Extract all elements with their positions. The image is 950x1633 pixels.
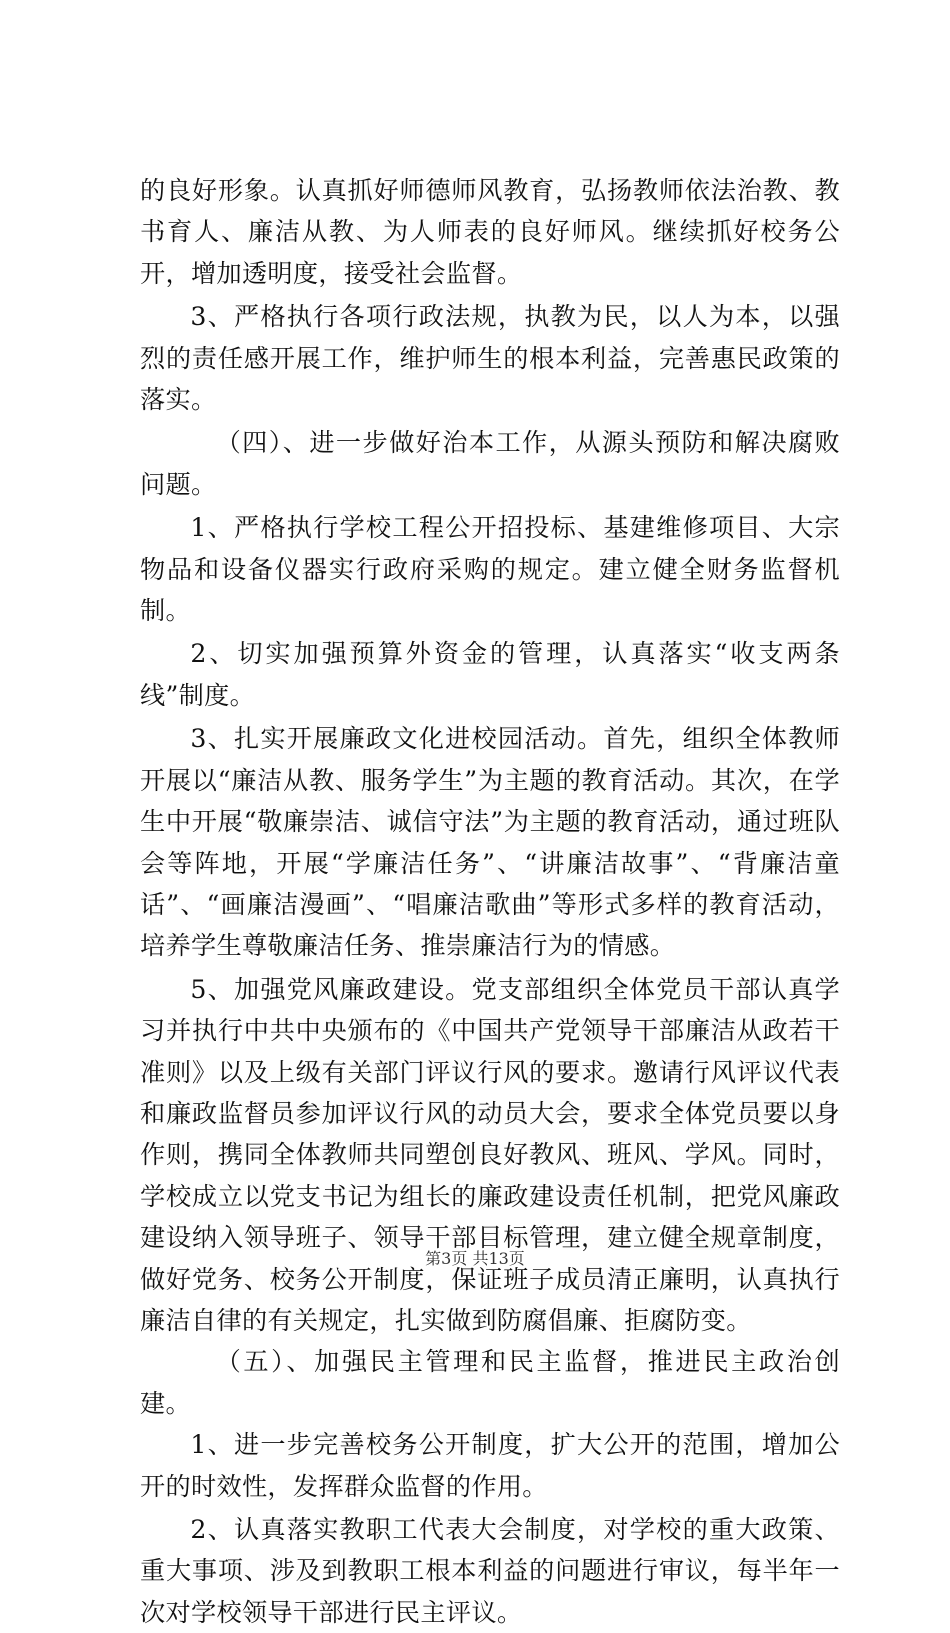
paragraph-continuation: 的良好形象。认真抓好师德师风教育，弘扬教师依法治教、教书育人、廉洁从教、为人师表的良好师风。继续抓好校务公开，增加透明度，接受社会监督。 <box>140 176 840 288</box>
section-heading-4: （四）、进一步做好治本工作，从源头预防和解决腐败问题。 <box>140 428 840 499</box>
paragraph-item-1-disclosure: 1、进一步完善校务公开制度，扩大公开的范围，增加公开的时效性，发挥群众监督的作用。 <box>140 1430 840 1501</box>
paragraph-item-2-budget: 2、切实加强预算外资金的管理，认真落实“收支两条线”制度。 <box>140 639 840 710</box>
paragraph-item-3-law: 3、严格执行各项行政法规，执教为民，以人为本，以强烈的责任感开展工作，维护师生的根本利益，完善惠民政策的落实。 <box>140 302 840 415</box>
paragraph-item-2-congress: 2、认真落实教职工代表大会制度，对学校的重大政策、重大事项、涉及到教职工根本利益的问题进行审议，每半年一次对学校领导干部进行民主评议。 <box>140 1515 840 1627</box>
section-heading-5: （五）、加强民主管理和民主监督，推进民主政治创建。 <box>140 1347 840 1418</box>
paragraph-item-3-culture: 3、扎实开展廉政文化进校园活动。首先，组织全体教师开展以“廉洁从教、服务学生”为主题的教育活动。其次，在学生中开展“敬廉崇洁、诚信守法”为主题的教育活动，通过班队会等阵地，开展“学廉洁任务”、“讲廉洁故事”、“背廉洁童话”、“画廉洁漫画”、“唱廉洁歌曲”等形式多样的教育活动，培养学生尊敬廉洁任务、推崇廉洁行为的情感。 <box>140 724 840 961</box>
paragraph-item-5-party: 5、加强党风廉政建设。党支部组织全体党员干部认真学习并执行中共中央颁布的《中国共产党领导干部廉洁从政若干准则》以及上级有关部门评议行风的要求。邀请行风评议代表和廉政监督员参加评议行风的动员大会，要求全体党员要以身作则，携同全体教师共同塑创良好教风、班风、学风。同时，学校成立以党支书记为组长的廉政建设责任机制，把党风廉政建设纳入领导班子、领导干部目标管理，建立健全规章制度，做好党务、校务公开制度，保证班子成员清正廉明，认真执行廉洁自律的有关规定，扎实做到防腐倡廉、拒腐防变。 <box>140 974 840 1335</box>
paragraph-item-1-procurement: 1、严格执行学校工程公开招投标、基建维修项目、大宗物品和设备仪器实行政府采购的规定。建立健全财务监督机制。 <box>140 513 840 626</box>
document-body <box>140 170 840 1633</box>
page-number-footer: 第3页 共13页 <box>425 1249 525 1268</box>
